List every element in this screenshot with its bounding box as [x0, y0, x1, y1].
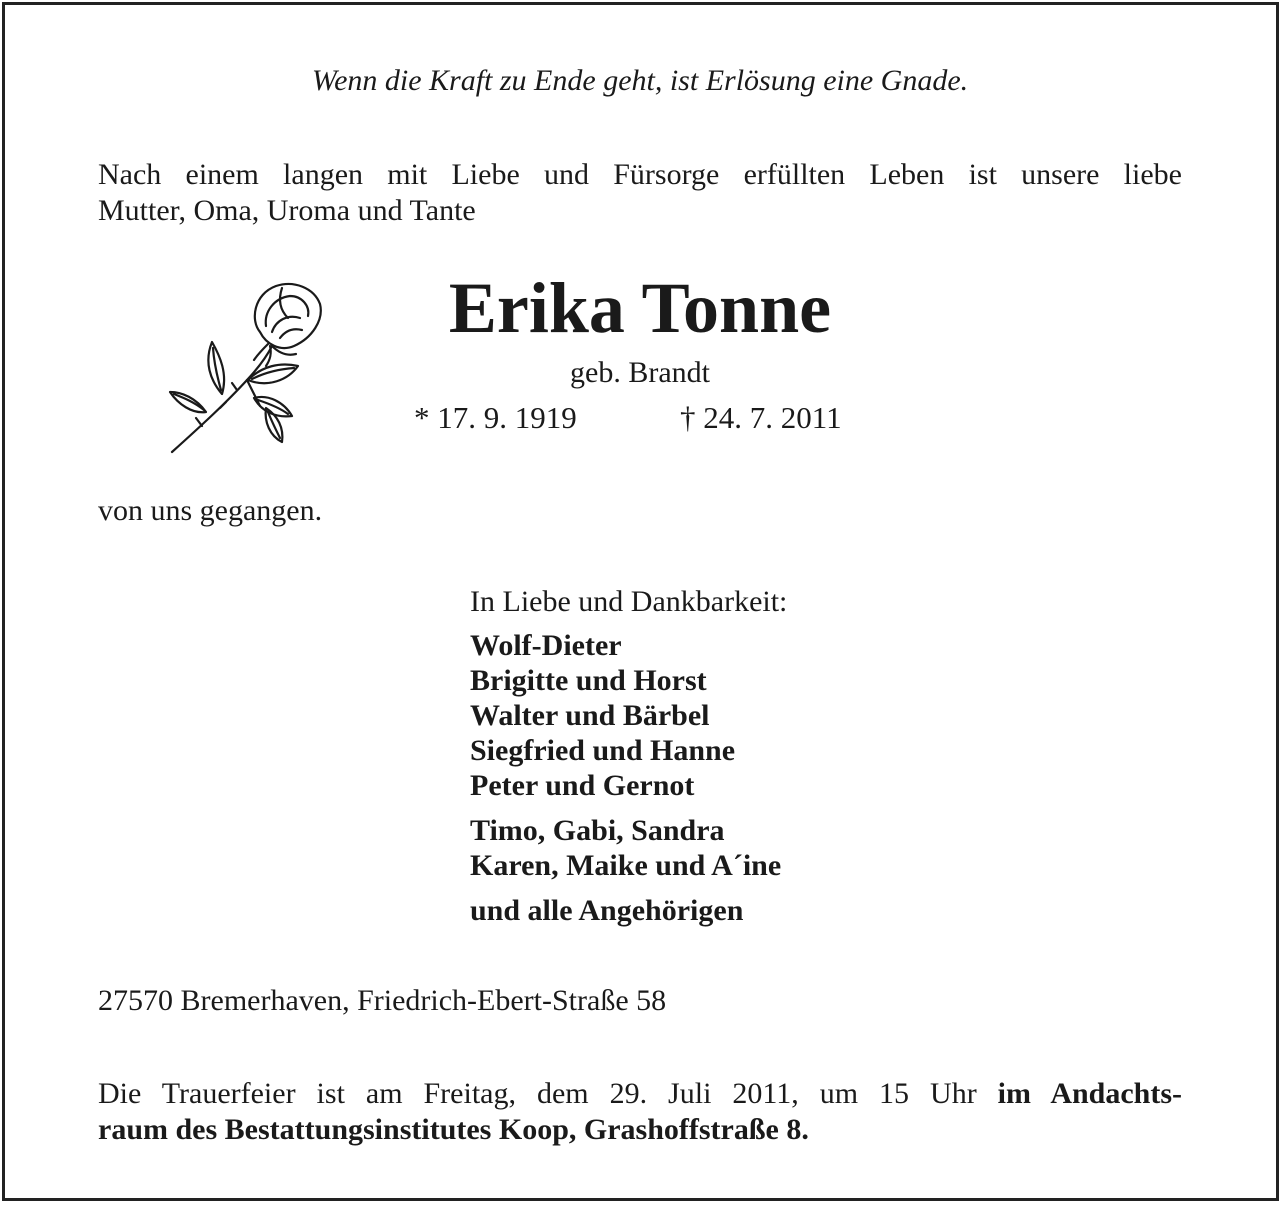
mourner-name: Siegfried und Hanne — [470, 734, 736, 767]
closing-phrase: von uns gegangen. — [98, 494, 323, 527]
death-date: † 24. 7. 2011 — [680, 400, 842, 435]
funeral-text-regular: Die Trauerfeier ist am Freitag, dem 29. Juli 2011, um 15 Uhr — [98, 1077, 977, 1110]
mourner-name: Karen, Maike und A´ine — [470, 849, 782, 882]
funeral-info — [98, 1076, 1182, 1148]
intro-text — [98, 157, 1182, 229]
mourner-name: Peter und Gernot — [470, 769, 695, 802]
rose-icon — [162, 280, 332, 460]
intro-line-2: Mutter, Oma, Uroma und Tante — [98, 194, 476, 227]
children-list — [470, 628, 787, 803]
deceased-name: Erika Tonne — [448, 268, 832, 348]
birth-name: geb. Brandt — [570, 356, 710, 389]
funeral-location: raum des Bestattungsinstitutes Koop, Grashoffstraße 8. — [98, 1113, 809, 1146]
mourner-name: Walter und Bärbel — [470, 699, 710, 732]
funeral-text-bold: im Andachts- — [997, 1077, 1183, 1110]
mourner-name: Brigitte und Horst — [470, 664, 707, 697]
mourner-name: Wolf-Dieter — [470, 629, 622, 662]
mourners-block — [470, 584, 787, 928]
motto: Wenn die Kraft zu Ende geht, ist Erlösung eine Gnade. — [311, 64, 969, 97]
grandchildren-list — [470, 813, 787, 883]
life-dates — [414, 400, 842, 436]
intro-line-1: Nach einem langen mit Liebe und Fürsorge erfüllten Leben ist unsere liebe — [98, 158, 1182, 191]
mourner-name: Timo, Gabi, Sandra — [470, 814, 725, 847]
funeral-line-1 — [98, 1076, 1182, 1112]
other-relatives: und alle Angehörigen — [470, 894, 744, 927]
birth-date: * 17. 9. 1919 — [414, 400, 577, 435]
mourners-heading: In Liebe und Dankbarkeit: — [470, 585, 788, 618]
address: 27570 Bremerhaven, Friedrich-Ebert-Straße 58 — [98, 984, 667, 1017]
